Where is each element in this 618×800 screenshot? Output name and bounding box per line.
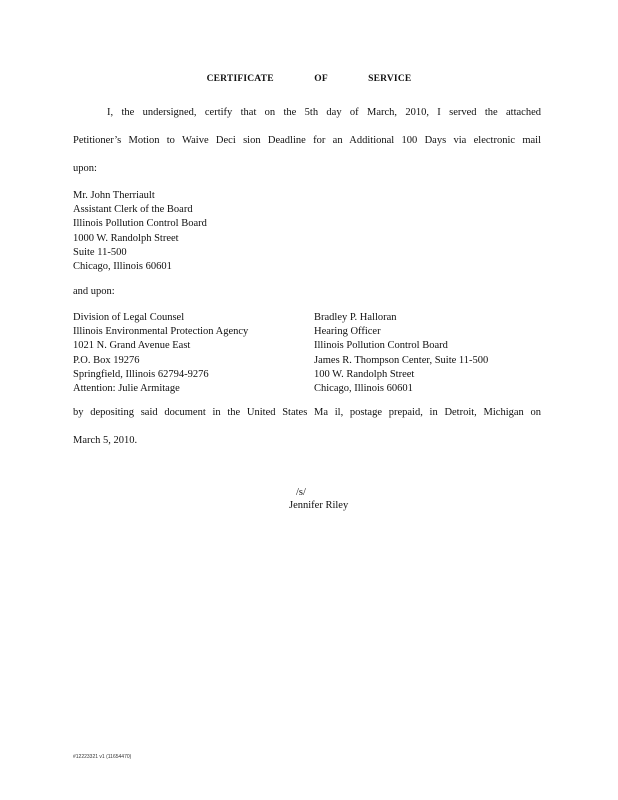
document-title: CERTIFICATE OF SERVICE (206, 74, 412, 84)
paragraph-line: Petitioner’s Motion to Waive Deci sion Deadline for an Additional 100 Days via electronic mail (73, 135, 541, 146)
address-line: Suite 11-500 (73, 246, 127, 258)
address-line: 1000 W. Randolph Street (73, 232, 179, 244)
address-line: James R. Thompson Center, Suite 11-500 (314, 354, 489, 366)
recipient-address-hearing-officer (314, 311, 488, 396)
paragraph-line (73, 106, 541, 120)
address-line: Chicago, Illinois 60601 (73, 261, 172, 273)
address-line: Springfield, Illinois 62794-9276 (73, 368, 209, 380)
address-line: Chicago, Illinois 60601 (314, 383, 413, 395)
paragraph-line: upon: (73, 163, 97, 174)
address-line: Illinois Pollution Control Board (73, 218, 207, 230)
address-line: Hearing Officer (314, 326, 381, 338)
paragraph-line: by depositing said document in the United States Ma il, postage prepaid, in Detroit, Michigan on (73, 407, 541, 418)
document-footer-id: #12223321 v1 (11654470) (73, 754, 132, 760)
address-line: Mr. John Therriault (73, 190, 155, 201)
address-line: Division of Legal Counsel (73, 312, 185, 323)
address-line: Illinois Pollution Control Board (314, 340, 448, 352)
address-line: Attention: Julie Armitage (73, 383, 180, 395)
address-line: 100 W. Randolph Street (314, 368, 415, 380)
address-line: 1021 N. Grand Avenue East (73, 340, 191, 352)
address-line: Illinois Environmental Protection Agency (73, 326, 249, 338)
signature-mark: /s/ (296, 487, 306, 498)
recipient-address-iepa (73, 311, 248, 396)
signature-block (289, 486, 349, 512)
address-line: Bradley P. Halloran (314, 312, 397, 323)
address-line: Assistant Clerk of the Board (73, 204, 193, 216)
and-upon-text: and upon: (73, 286, 115, 297)
signatory-name: Jennifer Riley (289, 500, 349, 511)
paragraph-text: I, the undersigned, certify that on the 5th day of March, 2010, I served the attached (107, 107, 541, 118)
paragraph-line: March 5, 2010. (73, 435, 138, 446)
address-line: P.O. Box 19276 (73, 354, 140, 366)
recipient-address-clerk (73, 189, 207, 274)
